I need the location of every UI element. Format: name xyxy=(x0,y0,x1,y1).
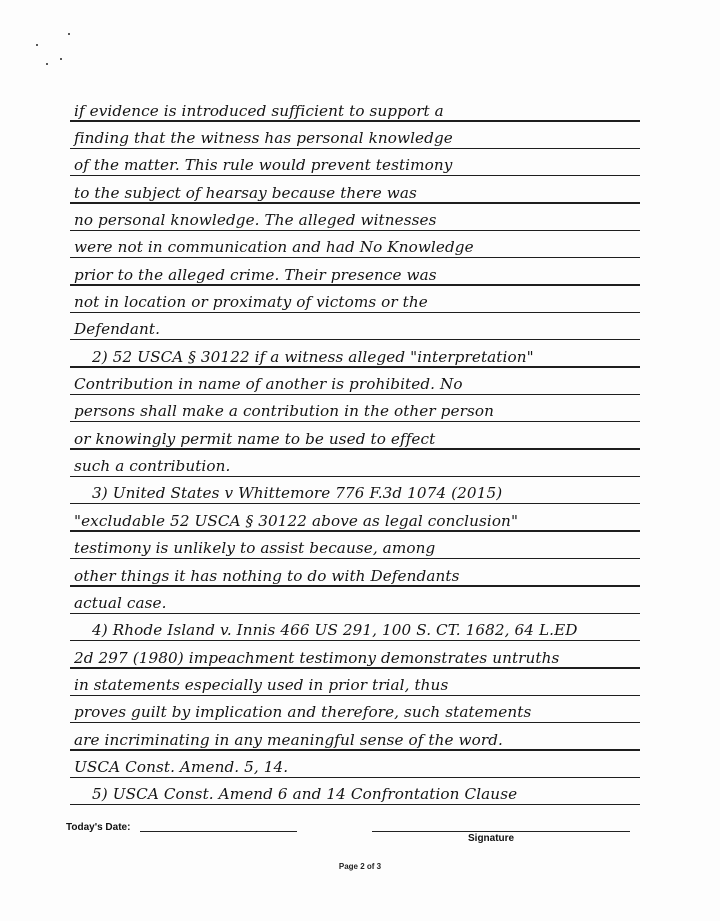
handwritten-text: in statements especially used in prior trial, thus xyxy=(74,675,449,694)
handwritten-text: 3) United States v Whittemore 776 F.3d 1074 (2015) xyxy=(92,484,503,503)
handwritten-line xyxy=(70,319,640,341)
ruled-line xyxy=(70,503,640,504)
handwritten-line xyxy=(70,182,640,204)
handwritten-text: other things it has nothing to do with Defendants xyxy=(74,566,460,585)
page-number: Page 2 of 3 xyxy=(338,862,382,871)
handwritten-line xyxy=(70,209,640,231)
handwritten-line xyxy=(70,155,640,177)
handwritten-text: are incriminating in any meaningful sense of the word. xyxy=(74,730,503,749)
todays-date-label: Today's Date: xyxy=(66,822,131,833)
handwritten-text: or knowingly permit name to be used to effect xyxy=(74,429,436,448)
handwritten-line xyxy=(70,237,640,259)
handwritten-line xyxy=(70,702,640,724)
ruled-line xyxy=(70,312,640,313)
ruled-line xyxy=(70,394,640,395)
handwritten-line xyxy=(70,483,640,505)
handwritten-text: finding that the witness has personal knowledge xyxy=(74,128,453,147)
page-speck xyxy=(46,63,48,65)
handwritten-text: USCA Const. Amend. 5, 14. xyxy=(74,757,289,776)
handwritten-text: prior to the alleged crime. Their presence was xyxy=(74,265,437,284)
handwritten-text: of the matter. This rule would prevent testimony xyxy=(74,156,453,175)
page-speck xyxy=(36,44,38,46)
ruled-line xyxy=(70,257,640,258)
handwritten-line xyxy=(70,538,640,560)
ruled-line xyxy=(70,777,640,778)
handwritten-line xyxy=(70,346,640,368)
handwritten-text: persons shall make a contribution in the other person xyxy=(74,402,494,421)
handwritten-line xyxy=(70,784,640,806)
handwritten-text: 2) 52 USCA § 30122 if a witness alleged "interpretation" xyxy=(92,347,534,366)
ruled-line xyxy=(70,804,640,805)
handwritten-text: Defendant. xyxy=(74,320,161,339)
ruled-line xyxy=(70,448,640,449)
ruled-line xyxy=(70,339,640,340)
handwritten-line xyxy=(70,401,640,423)
ruled-line xyxy=(70,366,640,367)
handwritten-text: not in location or proximaty of victoms or the xyxy=(74,293,428,312)
handwritten-line xyxy=(70,565,640,587)
ruled-line xyxy=(70,120,640,121)
ruled-line xyxy=(70,585,640,586)
ruled-line xyxy=(70,640,640,641)
handwritten-line xyxy=(70,756,640,778)
handwritten-line xyxy=(70,374,640,396)
page-speck xyxy=(60,58,62,60)
handwritten-line xyxy=(70,729,640,751)
handwritten-text: Contribution in name of another is prohibited. No xyxy=(74,375,463,394)
handwritten-line xyxy=(70,100,640,122)
signature-label: Signature xyxy=(468,833,515,844)
handwritten-line xyxy=(70,674,640,696)
handwritten-text: "excludable 52 USCA § 30122 above as legal conclusion" xyxy=(74,511,519,530)
handwritten-text: such a contribution. xyxy=(74,457,231,476)
ruled-line xyxy=(70,230,640,231)
handwritten-text: if evidence is introduced sufficient to support a xyxy=(74,101,444,120)
ruled-line xyxy=(70,202,640,203)
handwritten-text: 2d 297 (1980) impeachment testimony demonstrates untruths xyxy=(74,648,560,667)
ruled-line xyxy=(70,175,640,176)
handwritten-line xyxy=(70,264,640,286)
handwritten-line xyxy=(70,291,640,313)
handwritten-line xyxy=(70,510,640,532)
ruled-line xyxy=(70,284,640,285)
page-speck xyxy=(68,33,70,35)
ruled-line xyxy=(70,421,640,422)
ruled-line xyxy=(70,476,640,477)
handwritten-line xyxy=(70,456,640,478)
ruled-line xyxy=(70,530,640,531)
handwritten-line xyxy=(70,647,640,669)
handwritten-text: proves guilt by implication and therefore, such statements xyxy=(74,703,532,722)
signature-line xyxy=(372,831,630,832)
handwritten-line xyxy=(70,127,640,149)
ruled-line xyxy=(70,749,640,750)
handwritten-line xyxy=(70,592,640,614)
handwritten-text: 5) USCA Const. Amend 6 and 14 Confrontation Clause xyxy=(92,785,518,804)
handwritten-text: to the subject of hearsay because there was xyxy=(74,183,417,202)
ruled-line xyxy=(70,558,640,559)
handwritten-text: no personal knowledge. The alleged witnesses xyxy=(74,210,437,229)
handwritten-text: were not in communication and had No Knowledge xyxy=(74,238,474,257)
ruled-line xyxy=(70,148,640,149)
date-line xyxy=(140,831,297,832)
ruled-line xyxy=(70,613,640,614)
handwritten-text: testimony is unlikely to assist because, among xyxy=(74,539,436,558)
handwritten-text: actual case. xyxy=(74,593,167,612)
handwritten-line xyxy=(70,428,640,450)
handwritten-text: 4) Rhode Island v. Innis 466 US 291, 100 S. CT. 1682, 64 L.ED xyxy=(92,621,578,640)
handwritten-line xyxy=(70,620,640,642)
ruled-line xyxy=(70,722,640,723)
ruled-line xyxy=(70,695,640,696)
ruled-line xyxy=(70,667,640,668)
